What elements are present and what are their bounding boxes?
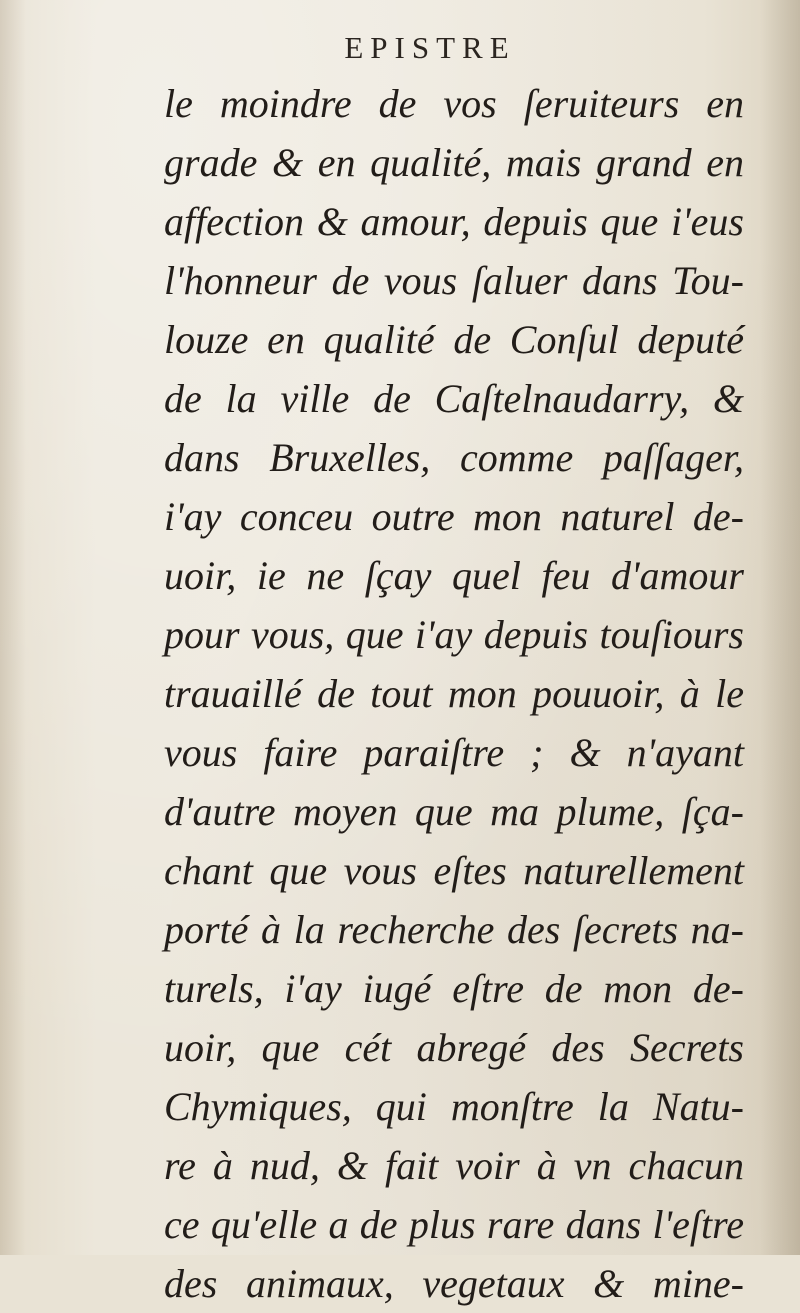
running-head: EPISTRE — [344, 30, 516, 65]
text-line: louze en qualité de Conſul deputé — [164, 317, 744, 362]
text-line: pour vous, que i'ay depuis touſiours — [164, 612, 744, 657]
text-line: dans Bruxelles, comme paſſager, — [164, 435, 744, 480]
text-line: vous faire paraiſtre ; & n'ayant — [164, 730, 744, 775]
text-line: uoir, ie ne ſçay quel feu d'amour — [164, 553, 744, 598]
page-gutter-shadow — [0, 0, 26, 1255]
text-line: affection & amour, depuis que i'eus — [164, 199, 744, 244]
text-line: ce qu'elle a de plus rare dans l'eſtre — [164, 1202, 744, 1247]
text-line: de la ville de Caſtelnaudarry, & — [164, 376, 744, 421]
text-line: re à nud, & fait voir à vn chacun — [164, 1143, 744, 1188]
text-line: l'honneur de vous ſaluer dans Tou- — [164, 258, 744, 303]
text-line: des animaux, vegetaux & mine- — [164, 1261, 744, 1306]
text-line: chant que vous eſtes naturellement — [164, 848, 744, 893]
text-line: d'autre moyen que ma plume, ſça- — [164, 789, 744, 834]
text-line: turels, i'ay iugé eſtre de mon de- — [164, 966, 744, 1011]
text-line: trauaillé de tout mon pouuoir, à le — [164, 671, 744, 716]
text-line: porté à la recherche des ſecrets na- — [164, 907, 744, 952]
text-line: i'ay conceu outre mon naturel de- — [164, 494, 744, 539]
text-line: grade & en qualité, mais grand en — [164, 140, 744, 185]
page-edge-shadow — [760, 0, 800, 1255]
text-line: uoir, que cét abregé des Secrets — [164, 1025, 744, 1070]
text-line: le moindre de vos ſeruiteurs en — [164, 81, 744, 126]
text-line: Chymiques, qui monſtre la Natu- — [164, 1084, 744, 1129]
body-text — [164, 74, 744, 1313]
